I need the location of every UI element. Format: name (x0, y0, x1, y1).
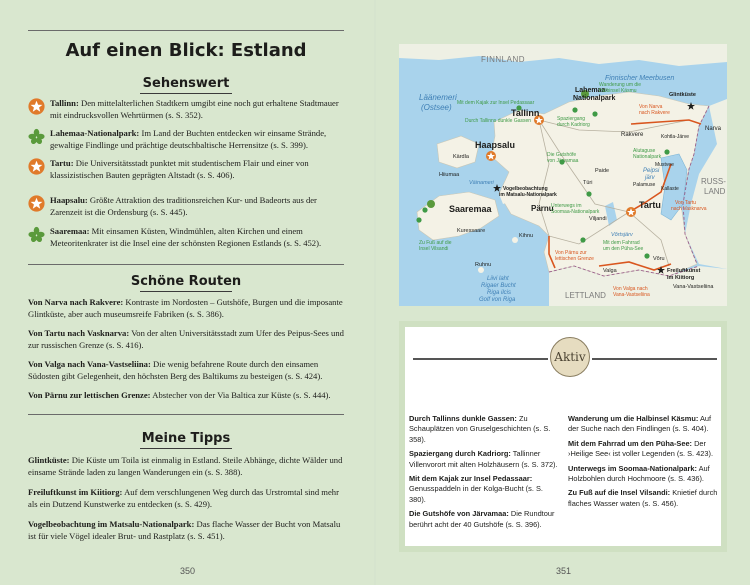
tipp-item (28, 518, 346, 543)
place-tallinn: Tallinn (511, 108, 540, 118)
route-name: Von Tartu nach Vasknarva: (28, 328, 130, 338)
label-riga-4: Golf von Riga (479, 297, 516, 303)
route-item (28, 327, 346, 352)
route-vilsandi-2: Insel Vilsandi (419, 246, 449, 252)
leaf-icon (28, 128, 45, 145)
tipp-text: Die Küste um Toila ist einmalig in Estland. Steile Abhänge, dichte Wälder und einsame Strände laden zu langen Wanderungen ein (s. S. 388). (28, 455, 343, 478)
tipp-item (28, 454, 346, 479)
sehenswert-heading: Sehenswert (142, 76, 230, 91)
aktiv-item (409, 449, 559, 470)
route-name: Von Valga nach Vana-Vastseliina: (28, 359, 151, 369)
aktiv-item (568, 488, 718, 509)
tipps-underline (140, 448, 232, 449)
highlight-name: Tallinn: (50, 98, 79, 108)
place-kardla: Kärdla (453, 154, 469, 160)
label-russland-1: RUSS- (701, 177, 726, 186)
leaf-icon (28, 226, 45, 243)
place-kuressaare: Kuressaare (457, 228, 486, 234)
aktiv-item (568, 464, 718, 485)
tipps-heading: Meine Tipps (141, 431, 231, 446)
route-gutshofe-2: von Järvamaa (547, 158, 579, 164)
routen-heading: Schöne Routen (130, 274, 242, 289)
star-icon (28, 195, 45, 212)
highlight-name: Saaremaa: (50, 226, 90, 236)
tipp-name: Freiluftkunst im Kiitiorg: (28, 487, 123, 497)
aktiv-bar-right (592, 358, 717, 360)
route-name: Von Narva nach Rakvere: (28, 297, 124, 307)
label-peipsi-1: Peipsi (643, 168, 660, 174)
route-kadriorg-2: durch Kadriorg (557, 122, 590, 128)
place-valga: Valga (603, 268, 617, 274)
place-mustvee: Mustvee (655, 162, 674, 168)
highlight-text: Die Universitätsstadt punktet mit studentischem Flair und einer von klassizistischen Bauten geprägten Altstadt (s. S. 406). (50, 158, 309, 181)
aktiv-badge: Aktiv (550, 337, 590, 377)
aktiv-item-name: Spaziergang durch Kadriorg: (409, 449, 511, 459)
label-peipsi-2: järv (645, 175, 655, 181)
aktiv-column-right (568, 414, 718, 513)
aktiv-item-text: Genusspaddeln in der Kolga-Bucht (s. S. 380). (409, 484, 543, 504)
place-turi: Türi (583, 180, 593, 186)
highlight-lahemaa (28, 127, 344, 152)
route-soomaa-1: Unterwegs im (551, 203, 582, 209)
route-tartu-vask-2: nach Vasknarva (671, 206, 707, 212)
page-number-right: 351 (556, 566, 572, 576)
aktiv-item-text: Zu Schauplätzen von Gruselgeschichten (s. S. 358). (409, 414, 551, 444)
aktiv-item-name: Wanderung um die Halbinsel Käsmu: (568, 414, 699, 423)
label-russland-2: LAND (704, 187, 726, 196)
aktiv-item (409, 474, 559, 505)
route-item (28, 389, 346, 401)
route-puha-1: Mit dem Fahrrad (603, 240, 640, 246)
aktiv-item-text: Tallinner Villenvorort mit alten Holzhäusern (s. S. 372). (409, 449, 558, 469)
route-tartu-vask-1: Von Tartu (675, 200, 697, 206)
aktiv-bar-left (413, 358, 548, 360)
route-valga-2: Vana-Vastseliina (613, 292, 650, 298)
place-glintkuste: Glintküste (669, 92, 696, 98)
place-lahemaa-2: Nationalpark (573, 95, 616, 102)
route-kajak: Mit dem Kajak zur Insel Pedassaar (457, 100, 535, 106)
route-kadriorg-1: Spaziergang (557, 116, 586, 122)
highlight-tartu (28, 157, 344, 182)
place-tartu: Tartu (639, 200, 661, 210)
highlight-haapsalu (28, 194, 344, 219)
star-icon (28, 98, 45, 115)
highlight-text: Im Land der Buchten entdecken wir einsame Strände, gewaltige Findlinge und prächtige deutschbaltische Herrensitze (s. S. 399). (50, 128, 327, 151)
place-haapsalu: Haapsalu (475, 140, 516, 150)
route-parnu-lett-2: lettischen Grenze (555, 256, 594, 262)
label-ostsee: (Ostsee) (421, 103, 452, 112)
highlight-name: Haapsalu: (50, 195, 88, 205)
place-parnu: Pärnu (531, 204, 554, 213)
route-puha-2: um den Püha-See (603, 246, 644, 252)
place-rakvere: Rakvere (621, 132, 644, 138)
route-item (28, 296, 346, 321)
label-riga-3: Riga ilcis (487, 290, 512, 296)
place-kohtla: Kohtla-Järve (661, 134, 690, 140)
aktiv-item-name: Unterwegs im Soomaa-Nationalpark: (568, 463, 697, 473)
highlight-name: Lahemaa-Nationalpark: (50, 128, 140, 138)
place-paide: Paide (595, 168, 610, 174)
route-vogel-2: im Matsalu-Nationalpark (499, 192, 557, 198)
right-page (375, 0, 750, 585)
place-hiiumaa: Hiiumaa (439, 172, 460, 178)
route-vogel-1: Vogelbeobachtung (503, 186, 548, 192)
aktiv-item-name: Mit dem Kajak zur Insel Pedassaar: (409, 474, 533, 484)
aktiv-item (568, 414, 718, 435)
label-vainameri: Väinameri (469, 180, 494, 186)
estonia-map (399, 44, 727, 306)
aktiv-item-text: Der ›Heilige See‹ ist voller Legenden (s. S. 423). (568, 438, 714, 459)
tipp-text: Das flache Wasser der Bucht von Matsalu ist für viele Vögel idealer Brut- und Rastplatz (s. S. 451). (28, 519, 341, 542)
aktiv-item-name: Mit dem Fahrrad um den Püha-See: (568, 438, 693, 448)
route-soomaa-2: Soomaa-Nationalpark (551, 209, 600, 215)
route-kasmu-2: Halbinsel Käsmu (599, 88, 637, 94)
label-lettland: LETTLAND (565, 291, 606, 300)
tipp-name: Glintküste: (28, 455, 70, 465)
aktiv-item-name: Zu Fuß auf die Insel Vilsandi: (568, 488, 671, 498)
page-title: Auf einen Blick: Estland (65, 40, 307, 61)
highlight-text: Größte Attraktion des traditionsreichen Kur- und Badeorts aus der Zarenzeit ist die Ordensburg (s. S. 445). (50, 195, 317, 218)
route-dunkle: Durch Tallinns dunkle Gassen (465, 118, 532, 124)
route-gutshofe-1: Die Gutshöfe (547, 152, 577, 158)
aktiv-item (409, 509, 559, 530)
section-rule (28, 264, 344, 265)
tipp-item (28, 486, 346, 511)
highlight-tallinn (28, 97, 344, 122)
route-text: Abstecher von der Via Baltica zur Küste (s. S. 444). (152, 390, 331, 400)
route-narva-2: nach Rakvere (639, 110, 670, 116)
highlight-text: Den mittelalterlichen Stadtkern umgibt eine noch gut erhaltene Stadtmauer mit eindrucksvollen Wehrtürmen (s. S. 352). (50, 98, 339, 121)
route-text: Kontraste im Nordosten – Gutshöfe, Burgen und die imposante Glintküste, aber auch museumsreife Fabriken (s. S. 386). (28, 297, 343, 320)
aktiv-item-text: Knietief durch flaches Wasser waten (s. S. 456). (568, 488, 718, 508)
aktiv-item-name: Die Gutshöfe von Järvamaa: (409, 509, 509, 519)
place-viljandi: Viljandi (589, 216, 607, 222)
place-ruhnu: Ruhnu (475, 262, 492, 268)
aktiv-item (568, 439, 718, 460)
highlight-name: Tartu: (50, 158, 74, 168)
place-kiitiorg-2: im Kiitiorg (667, 275, 695, 281)
route-parnu-lett-1: Von Pärnu zur (555, 250, 587, 256)
tipp-text: Auf dem verschlungenen Weg durch das Urstromtal sind mehr als ein Dutzend Kunstwerke zu entdecken (s. S. 429). (28, 487, 339, 510)
route-text: Von der alten Universitätsstadt zum Ufer des Peipus-Sees und zur russischen Grenze (s. S. 416). (28, 328, 344, 351)
place-voru: Võru (653, 256, 665, 262)
route-alutaguse-1: Alutaguse (633, 148, 656, 154)
highlight-text: Mit einsamen Küsten, Windmühlen, alten Kirchen und einem Meteoritenkrater ist die Insel eine der schönsten Regionen Estlands (s. S. 452). (50, 226, 322, 249)
star-icon (28, 158, 45, 175)
place-kihnu: Kihnu (519, 233, 534, 239)
place-kallaste: Kallaste (661, 186, 679, 192)
label-riga-1: Liivi laht (487, 276, 509, 282)
label-laanemeri: Läänemeri (419, 93, 457, 102)
top-rule (28, 30, 344, 31)
route-alutaguse-2: Nationalpark (633, 154, 662, 160)
aktiv-column-left (409, 414, 559, 534)
route-item (28, 358, 346, 383)
route-vilsandi-1: Zu Fuß auf die (419, 240, 452, 246)
route-kasmu-1: Wanderung um die (599, 82, 642, 88)
sehenswert-underline (140, 93, 232, 94)
aktiv-item-text: Auf Holzbohlen durch Hochmoore (s. S. 436). (568, 463, 710, 484)
aktiv-item-text: Die Rundtour berührt acht der 40 Gutshöfe (s. S. 396). (409, 509, 555, 529)
section-rule (28, 414, 344, 415)
place-narva: Narva (705, 126, 722, 132)
route-name: Von Pärnu zur lettischen Grenze: (28, 390, 151, 400)
route-valga-1: Von Valga nach (613, 286, 648, 292)
route-narva-1: Von Narva (639, 104, 663, 110)
place-kiitiorg-1: Freiluftkunst (667, 268, 701, 274)
label-riga-2: Rigaer Bucht (481, 283, 516, 289)
place-saaremaa: Saaremaa (449, 204, 492, 214)
place-vastseliina: Vana-Vastseliina (673, 284, 714, 290)
kihnu-island (512, 237, 518, 243)
place-palamuse: Palamuse (633, 182, 656, 188)
place-lahemaa-1: Lahemaa- (575, 87, 608, 94)
route-text: Die wenig befahrene Route durch den einsamen Südosten gibt Gelegenheit, den höchsten Berg des Baltikums zu besteigen (s. S. 424). (28, 359, 323, 382)
routen-underline (140, 291, 232, 292)
label-finnland: FINNLAND (481, 55, 526, 64)
tipp-name: Vogelbeobachtung im Matsalu-Nationalpark: (28, 519, 195, 529)
aktiv-item-name: Durch Tallinns dunkle Gassen: (409, 414, 517, 423)
label-vortsjarv: Võrtsjärv (611, 232, 633, 238)
aktiv-box (399, 321, 727, 552)
page-number-left: 350 (180, 566, 196, 576)
aktiv-item-text: Auf der Suche nach den Findlingen (s. S. 404). (568, 414, 712, 434)
label-meerbusen: Finnischer Meerbusen (605, 75, 675, 82)
aktiv-item (409, 414, 559, 445)
highlight-saaremaa (28, 225, 344, 250)
